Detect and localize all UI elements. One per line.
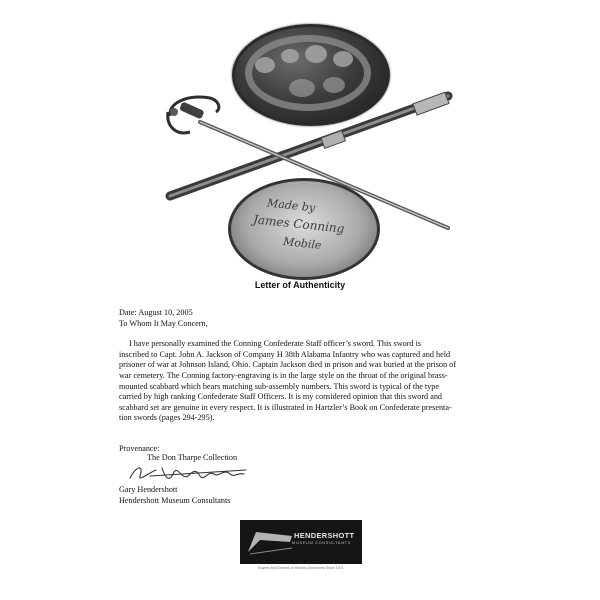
paragraph-line: prisoner of war at Johnson Island, Ohio. Captain Jackson died in prison and was buried at the prison of [119,360,456,370]
paragraph-line: mounted scabbard which bears matching sub-assembly numbers. This sword is typical of the type [119,381,440,391]
logo-subtitle: MUSEUM CONSULTANTS [292,540,351,545]
provenance-label: Provenance: [119,444,160,453]
signer-name: Gary Hendershott [119,485,178,494]
letter-date: Date: August 10, 2005 [119,308,193,317]
flag-swoosh-icon [246,526,294,558]
letter-salutation: To Whom It May Concern, [119,318,208,328]
handwritten-signature [126,462,256,486]
paragraph-line: war cemetery. The Conning factory-engraving is in the large style on the throat of the original brass- [119,370,448,380]
engraving-closeup-photo [228,178,380,280]
logo-tagline: Buyers and Brokers of Historic Americana Since 1971 [258,566,344,570]
signer-block [119,484,230,506]
engraving-line-3: Mobile [282,235,323,252]
sword-photo-collage [160,24,460,286]
logo-title: HENDERSHOTT [294,531,355,540]
hendershott-logo [240,520,362,564]
photo-caption: Letter of Authenticity [254,280,346,290]
provenance-collection: The Don Tharpe Collection [147,453,238,462]
signer-organization: Hendershott Museum Consultants [119,496,231,505]
paragraph-line: inscribed to Capt. John A. Jackson of Company H 38th Alabama Infantry who was captured and held [119,349,451,359]
engraving-line-1: Made by [266,196,316,215]
letter-body [119,308,499,424]
paragraph-line: scabbard set are genuine in every respect. It is illustrated in Hartzler’s Book on Confederate presenta- [119,402,452,412]
paragraph-line: tion swords (pages 294-295). [119,413,215,423]
paragraph-line: carried by high ranking Confederate Staff Officers. It is my considered opinion that this sword and [119,392,443,402]
paragraph-line: I have personally examined the Conning Confederate Staff officer’s sword. This sword is [129,339,422,349]
letter-paragraph [119,339,499,424]
engraving-line-2: James Conning [252,212,346,236]
